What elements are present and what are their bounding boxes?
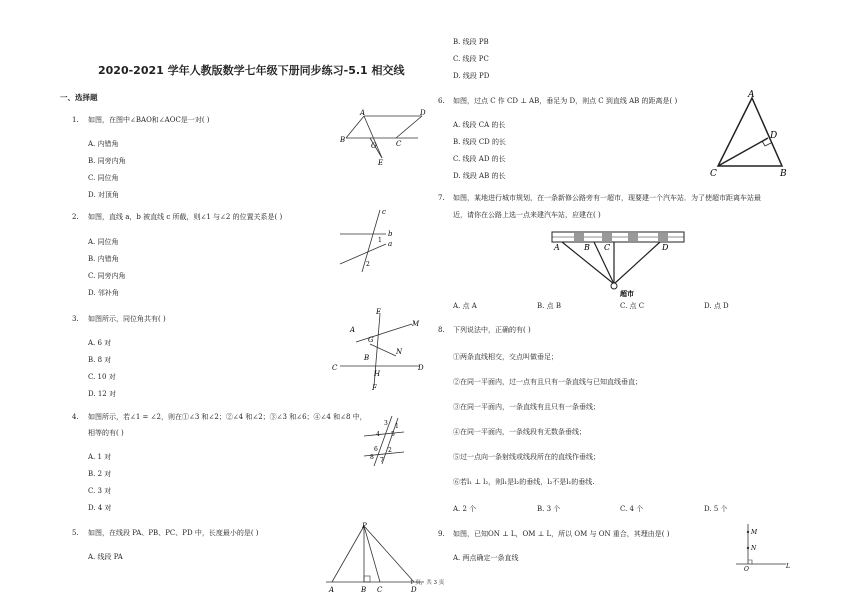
figure-label: b: [388, 230, 393, 238]
figure-label: H: [374, 370, 381, 378]
q8-number: 8.: [438, 326, 445, 334]
q9-stem: 如图，已知ON ⊥ L，OM ⊥ L，所以 OM 与 ON 重合，其理由是( ): [453, 530, 670, 538]
q2-option-a: A. 同位角: [88, 238, 119, 246]
q3-option-d: D. 12 对: [88, 390, 116, 398]
q5-option-b: B. 线段 PB: [453, 38, 489, 46]
figure-label: M: [751, 529, 758, 536]
q3-option-b: B. 8 对: [88, 356, 112, 364]
q2-option-d: D. 邻补角: [88, 289, 119, 297]
figure-label: D: [662, 243, 669, 252]
figure-label: N: [751, 545, 757, 552]
figure-label: B: [584, 243, 590, 252]
q2-number: 2.: [72, 213, 79, 221]
q2-figure: [336, 206, 396, 276]
q3-option-c: C. 10 对: [88, 373, 116, 381]
q3-option-a: A. 6 对: [88, 339, 112, 347]
q8-item-1: ①两条直线相交，交点叫做垂足；: [453, 353, 558, 361]
q5-option-a: A. 线段 PA: [88, 553, 123, 561]
figure-label: E: [378, 159, 384, 167]
q6-number: 6.: [438, 97, 445, 105]
figure-label: A: [350, 326, 356, 334]
figure-label: A: [329, 586, 335, 594]
q5-number: 5.: [72, 529, 79, 537]
figure-label: 3: [384, 420, 388, 427]
figure-label: 2: [366, 261, 370, 268]
section-heading: 一、选择题: [60, 93, 98, 102]
q4-option-c: C. 3 对: [88, 487, 112, 495]
q8-option-a: A. 2 个: [453, 505, 477, 513]
q4-figure: [360, 414, 408, 468]
q5-stem: 如图，在线段 PA、PB、PC、PD 中，长度最小的是( ): [88, 529, 259, 537]
q1-number: 1.: [72, 116, 79, 124]
q8-item-4: ④在同一平面内，一条线段有无数条垂线；: [453, 428, 586, 436]
q6-option-c: C. 线段 AD 的长: [453, 155, 506, 163]
figure-label: E: [376, 308, 382, 316]
q8-item-3: ③在同一平面内，一条直线有且只有一条垂线；: [453, 403, 600, 411]
page-title: 2020-2021 学年人教版数学七年级下册同步练习-5.1 相交线: [98, 64, 405, 77]
figure-label: C: [396, 140, 402, 148]
q1-option-a: A. 内错角: [88, 140, 119, 148]
q9-figure: [732, 520, 796, 574]
figure-label: A: [748, 90, 755, 100]
figure-label: 6: [374, 446, 378, 453]
q4-option-b: B. 2 对: [88, 470, 112, 478]
q6-figure: [706, 88, 796, 180]
figure-label: M: [412, 320, 420, 328]
figure-label: 4: [376, 431, 380, 438]
q8-option-b: B. 3 个: [537, 505, 561, 513]
figure-label: 5: [391, 431, 395, 438]
figure-label: D: [420, 109, 426, 117]
page-footer: 1 页，共 3 页: [410, 580, 445, 586]
figure-label: F: [372, 384, 377, 390]
q8-item-6: ⑥若l₁ ⊥ l₂，则l₁是l₂的垂线，l₂不是l₁的垂线.: [453, 478, 595, 486]
figure-label: B: [340, 136, 346, 144]
figure-label: C: [710, 169, 717, 179]
q5-option-c: C. 线段 PC: [453, 55, 489, 63]
q4-option-d: D. 4 对: [88, 504, 112, 512]
figure-label: G: [368, 336, 374, 344]
q7-option-d: D. 点 D: [704, 302, 729, 310]
q3-number: 3.: [72, 315, 79, 323]
figure-label: L: [786, 563, 790, 570]
figure-label: B: [364, 354, 370, 362]
q4-option-a: A. 1 对: [88, 453, 112, 461]
q1-stem: 如图，在图中∠BAO和∠AOC是一对( ): [88, 116, 210, 124]
figure-label: C: [604, 243, 611, 252]
q8-item-5: ⑤过一点向一条射线或线段所在的直线作垂线；: [453, 453, 600, 461]
q4-number: 4.: [72, 413, 79, 421]
figure-label: c: [382, 208, 386, 216]
q7-option-b: B. 点 B: [537, 302, 561, 310]
figure-label: 1: [378, 237, 382, 244]
figure-label: C: [377, 586, 383, 594]
figure-label: N: [396, 348, 403, 356]
q9-number: 9.: [438, 530, 445, 538]
q7-number: 7.: [438, 194, 445, 202]
figure-label: D: [770, 131, 778, 141]
figure-label: a: [388, 240, 393, 248]
q1-option-b: B. 同旁内角: [88, 157, 126, 165]
q7-figure: [548, 228, 690, 298]
q7-stem-line2: 近，请你在公路上选一点来建汽车站，应建在( ): [453, 211, 601, 219]
q1-option-c: C. 同位角: [88, 174, 119, 182]
f1-label: A: [360, 109, 366, 117]
q6-option-a: A. 线段 CA 的长: [453, 121, 506, 129]
q9-option-a: A. 两点确定一条直线: [453, 554, 519, 562]
q3-stem: 如图所示，同位角共有( ): [88, 315, 166, 323]
q8-stem: 下列说法中，正确的有( ): [453, 326, 531, 334]
figure-label: 7: [380, 457, 384, 464]
figure-label: D: [411, 586, 417, 594]
q2-option-b: B. 内错角: [88, 255, 119, 263]
q8-option-d: D. 5 个: [704, 505, 728, 513]
q4-stem: 如图所示，若∠1 = ∠2，则在①∠3 和∠2；②∠4 和∠2；③∠3 和∠6；④∠4 和∠8 中，: [88, 413, 367, 421]
figure-label: O: [744, 566, 749, 573]
figure-label: B: [361, 586, 367, 594]
figure-label: O: [371, 142, 377, 150]
q6-option-d: D. 线段 AB 的长: [453, 172, 506, 180]
q4-stem-line2: 相等的有( ): [88, 429, 124, 437]
q1-figure: [340, 108, 430, 168]
figure-label: B: [780, 169, 787, 179]
q7-option-a: A. 点 A: [453, 302, 477, 310]
q8-item-2: ②在同一平面内，过一点有且只有一条直线与已知直线垂直；: [453, 378, 642, 386]
q8-option-c: C. 4 个: [620, 505, 644, 513]
figure-label: 2: [388, 447, 392, 454]
q7-stem: 如图，某地进行城市规划，在一条新修公路旁有一超市，现要建一个汽车站．为了使超市距离车站最: [453, 194, 761, 202]
q2-stem: 如图，直线 a，b 被直线 c 所截，则∠1 与∠2 的位置关系是( ): [88, 213, 283, 221]
q5-option-d: D. 线段 PD: [453, 72, 490, 80]
figure-label: 8: [370, 454, 374, 461]
q6-option-b: B. 线段 CD 的长: [453, 138, 507, 146]
figure-label: 超市: [620, 289, 634, 298]
q7-option-c: C. 点 C: [620, 302, 645, 310]
q5-figure: [322, 520, 428, 600]
q1-option-d: D. 对顶角: [88, 191, 119, 199]
figure-label: P: [362, 522, 367, 530]
q3-figure: [330, 306, 426, 390]
q2-option-c: C. 同旁内角: [88, 272, 126, 280]
figure-label: A: [554, 243, 560, 252]
figure-label: D: [418, 364, 424, 372]
figure-label: 1: [395, 423, 399, 430]
q6-stem: 如图，过点 C 作 CD ⊥ AB，垂足为 D，则点 C 到直线 AB 的距离是( ): [453, 97, 678, 105]
figure-label: C: [332, 364, 338, 372]
